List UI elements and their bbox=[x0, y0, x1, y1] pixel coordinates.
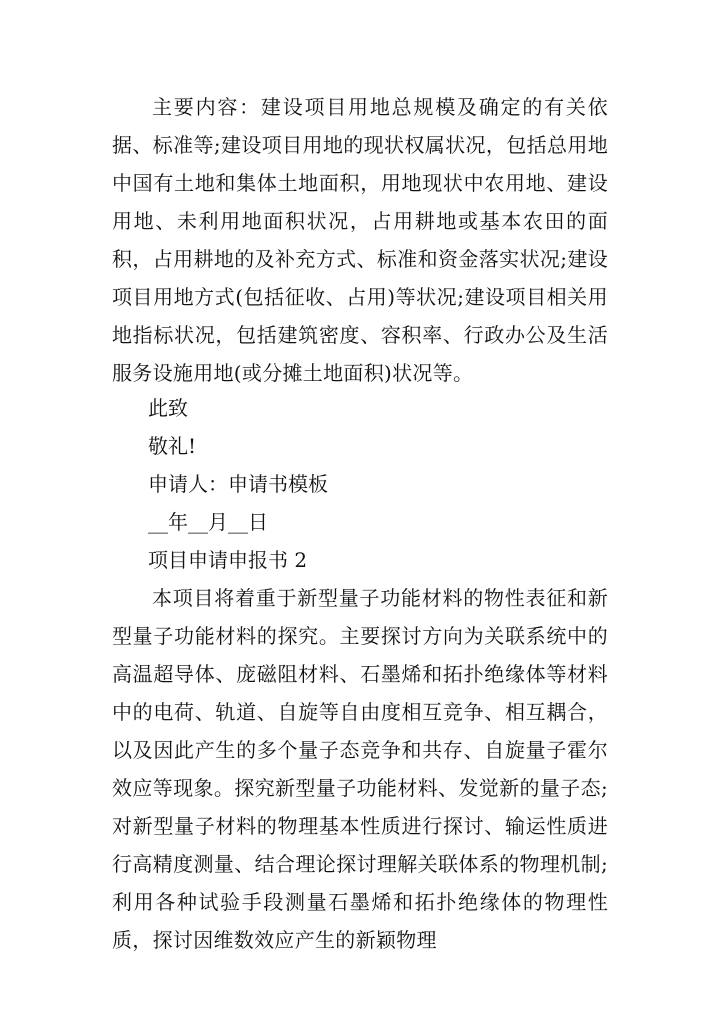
paragraph-project-description: 本项目将着重于新型量子功能材料的物性表征和新型量子功能材料的探究。主要探讨方向为关联系统中的高温超导体、庞磁阻材料、石墨烯和拓扑绝缘体等材料中的电荷、轨道、自旋等自由度相互竞争、相互耦合，以及因此产生的多个量子态竞争和共存、自旋量子霍尔效应等现象。探究新型量子功能材料、发觉新的量子态;对新型量子材料的物理基本性质进行探讨、输运性质进行高精度测量、结合理论探讨理解关联体系的物理机制;利用各种试验手段测量石墨烯和拓扑绝缘体的物理性质，探讨因维数效应产生的新颖物理 bbox=[112, 586, 608, 952]
closing-regards: 敬礼! bbox=[148, 434, 197, 458]
applicant-line: 申请人：申请书模板 bbox=[148, 472, 328, 496]
closing-salutation: 此致 bbox=[148, 396, 188, 420]
paragraph-main-content: 主要内容：建设项目用地总规模及确定的有关依据、标准等;建设项目用地的现状权属状况，包括总用地中国有土地和集体土地面积，用地现状中农用地、建设用地、未利用地面积状况，占用耕地或基本农田的面积，占用耕地的及补充方式、标准和资金落实状况;建设项目用地方式(包括征收、占用)等状况;建设项目相关用地指标状况，包括建筑密度、容积率、行政办公及生活服务设施用地(或分摊土地面积)状况等。 bbox=[112, 95, 608, 385]
date-line: __年__月__日 bbox=[148, 510, 268, 534]
section-heading: 项目申请申报书 2 bbox=[148, 548, 308, 572]
